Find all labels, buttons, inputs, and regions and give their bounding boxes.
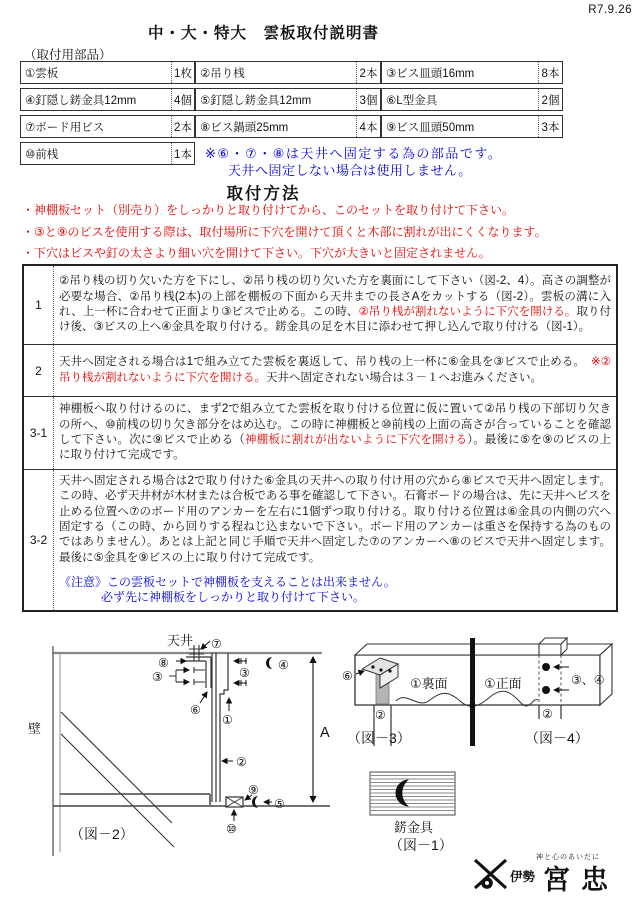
step-text-segment: 天井へ固定される場合は1で組み立てた雲板を裏返して、吊り桟の上一杯に⑥金具を③ビスで止める。 (59, 356, 591, 369)
fig2-crescent4 (266, 657, 272, 669)
part-name: ⑨ビス皿頭50mm (386, 121, 475, 134)
step-text-segment: ※②吊り桟が割れないように下穴を開ける。 (59, 356, 612, 384)
step-text-segment: 神棚板に割れが出ないように下穴を開ける (244, 434, 468, 446)
step-number: 3-1 (24, 397, 54, 469)
part-qty: 1枚 (171, 62, 194, 83)
part-qty: 3個 (356, 89, 380, 110)
step-body (54, 345, 616, 396)
step-body (54, 397, 616, 469)
fig2-rail-board (212, 653, 228, 802)
parts-note-line1: ※⑥・⑦・⑧は天井へ固定する為の部品です。 (205, 146, 503, 161)
parts-row (20, 61, 560, 84)
method-bullet: ・神棚板セット（別売り）をしっかりと取り付けてから、このセットを取り付けて下さい。 (22, 203, 515, 217)
fig2-bracket6 (186, 657, 211, 688)
fig2-shelf (53, 794, 330, 806)
parts-cell-group (195, 88, 381, 111)
fig4-face-label: ①正面 (484, 676, 522, 691)
part-qty: 2本 (356, 62, 380, 83)
fig2-num1: ① (222, 713, 233, 727)
fig2-num10: ⑩ (226, 822, 237, 836)
page-title: 中・大・特大 雲板取付説明書 (147, 25, 379, 42)
step-text-segment: ②吊り桟が割れないように下穴を開ける。 (358, 306, 577, 318)
fig4-num2: ② (542, 707, 553, 721)
step-caution-note: 必ず先に神棚板をしっかりと取り付けて下さい。 (101, 590, 366, 605)
fig4-screws-label: ③、④ (571, 673, 605, 687)
parts-cell-group (20, 61, 195, 84)
fig4-tenon-front (539, 644, 561, 655)
part-name: ④釘隠し錺金具12mm (25, 94, 137, 107)
figures-svg (0, 612, 640, 912)
fig1-caption: （図－1） (389, 837, 453, 853)
step-number: 3-2 (24, 470, 54, 610)
parts-cell-group (381, 88, 563, 111)
step-text (59, 355, 611, 386)
part-qty: 8本 (538, 62, 562, 83)
step-text-segment: ）。最後に⑤を⑨のビスの上に取り付けて完成です。 (59, 434, 611, 462)
fig3-num6: ⑥ (342, 669, 353, 683)
part-name: ⑧ビス鍋頭25mm (200, 121, 289, 134)
parts-cell-group (195, 115, 381, 138)
fig2-wall-label: 壁 (28, 721, 42, 736)
fig2-num8: ⑧ (158, 656, 169, 670)
part-qty: 1本 (171, 143, 194, 164)
step-row (24, 470, 616, 610)
parts-list-caption: （取付用部品） (24, 48, 112, 62)
method-bullet: ・下穴はビスや釘の太さより細い穴を開けて下さい。下穴が大きいと固定されません。 (22, 246, 491, 260)
part-qty: 3本 (538, 116, 562, 137)
step-row (24, 345, 616, 397)
fig4-screw-dot-top (542, 663, 550, 671)
fig2-num9: ⑨ (248, 783, 259, 797)
step-caution-note: 《注意》この雲板セットで神棚板を支えることは出来ません。 (59, 574, 396, 589)
parts-cell-group (381, 115, 563, 138)
fig4-screw-dot-bottom (542, 686, 550, 694)
part-qty: 4本 (356, 116, 380, 137)
fig2-ceiling-label: 天井 (167, 633, 194, 648)
step-text-segment: 天井へ固定されない場合は３－１へお進みください。 (266, 371, 542, 384)
part-name: ①雲板 (25, 67, 59, 80)
parts-cell-group (20, 88, 195, 111)
fig2-num6: ⑥ (190, 703, 201, 717)
part-qty: 2個 (538, 89, 562, 110)
step-text (59, 402, 611, 463)
part-name: ⑥L型金具 (386, 94, 438, 107)
step-text (59, 274, 611, 335)
fig3-fig4-diagram (342, 638, 612, 746)
fig2-num5: ⑤ (274, 797, 285, 811)
steps-table (22, 264, 618, 612)
step-text (59, 474, 611, 566)
logo-brand: 宮忠 (543, 865, 619, 895)
step-text-segment: 天井へ固定される場合は2で取り付けた⑥金具の天井への取り付け用の穴から⑧ビスで天井へ固定します。この時、必ず天井材が木材または合板である事を確認して下さい。石膏ボードの場合は、先に天井へビスを止める位置へ⑦のボード用のアンカーを左右に1個ずつ取り付ける。取り付ける位置は⑥金具の内側の穴へ固定する（この時、から回りする程ねじ込まないで下さい。ボード用のアンカーは重さを保持する為のものではありません）。あとは上記と同じ手順で天井へ固定した⑦のアンカーへ⑧のビスで天井へ固定します。最後に⑤金具を⑨ビスの上に取り付けて完成です。 (59, 475, 611, 564)
fig3-face-label: ①裏面 (410, 676, 448, 691)
parts-cell-group (20, 115, 195, 138)
step-number: 2 (24, 345, 54, 396)
step-text-segment: ②吊り桟の切り欠いた方を下にし、②吊り桟の切り欠いた方を裏面にして下さい（図-2、4）。高さの調整が必要な場合、②吊り桟(2本)の上部を棚板の下面から天井までの長さAをカットする（図-2）。雲板の溝に入れ、上一杯に合わせて正面より③ビスで止める。この時、 (59, 275, 611, 318)
step-body (54, 266, 616, 344)
step-number: 1 (24, 266, 54, 344)
step-row (24, 266, 616, 345)
beam-top (355, 644, 612, 655)
fig2-num3-left: ③ (152, 670, 163, 684)
logo-tagline: 神と心のあいだに (536, 854, 600, 861)
step-row (24, 397, 616, 470)
fig1-label: 錺金具 (394, 820, 434, 835)
part-name: ⑩前桟 (25, 148, 59, 161)
part-name: ③ビス皿頭16mm (386, 67, 475, 80)
fig2-num4: ④ (278, 658, 289, 672)
method-bullets (22, 203, 622, 268)
method-heading: 取付方法 (226, 185, 301, 203)
parts-cell-group (195, 61, 381, 84)
fig2-dim-label: A (320, 725, 330, 741)
part-qty: 4個 (171, 89, 194, 110)
step-body (54, 470, 616, 610)
fig2-num3-right: ③ (239, 666, 250, 680)
fig1-diagram (370, 772, 455, 853)
method-bullet: ・③と⑨のビスを使用する際は、取付場所に下穴を開けて頂くと木部に割れが出にくくなります。 (22, 224, 547, 239)
parts-row (20, 88, 560, 111)
part-name: ⑤釘隠し錺金具12mm (200, 94, 312, 107)
step-text-segment: 取り付け後、③ビスの上へ④金具を取り付ける。錺金具の足を木目に添わせて押し込んで取り付ける（図-1）。 (59, 306, 612, 334)
part-name: ②吊り桟 (200, 67, 245, 80)
fig2-screws-left (194, 667, 205, 685)
part-name: ⑦ボード用ビス (25, 121, 105, 134)
fig3-num2: ② (375, 708, 386, 722)
parts-cell-group (20, 142, 195, 165)
part-qty: 2本 (171, 116, 194, 137)
fig4-caption: （図－4） (525, 730, 589, 746)
fig2-num2: ② (236, 755, 247, 769)
fig-divider (470, 638, 475, 746)
parts-row (20, 115, 560, 138)
fig2-num7: ⑦ (211, 637, 222, 651)
parts-note-line2: 天井へ固定しない場合は使用しません。 (228, 163, 472, 178)
logo-brand-prefix: 伊勢 (510, 870, 536, 884)
fig3-caption: （図－3） (347, 730, 411, 746)
parts-cell-group (381, 61, 563, 84)
step-text-segment: 神棚板へ取り付けるのに、まず2で組み立てた雲板を取り付ける位置に仮に置いて②吊り桟の下部切り欠きの所へ、⑩前桟の切り欠き部分をはめ込む。この時に神棚板と⑩前桟の上面の高さが合っていることを確認して下さい。次に⑨ビスで止める（ (59, 403, 611, 446)
fig2-caption: （図－2） (70, 826, 134, 842)
revision-date: R7.9.26 (588, 4, 632, 16)
company-logo (475, 852, 619, 895)
fig2-diagram (28, 633, 330, 856)
fig1-wood-panel (370, 772, 455, 815)
